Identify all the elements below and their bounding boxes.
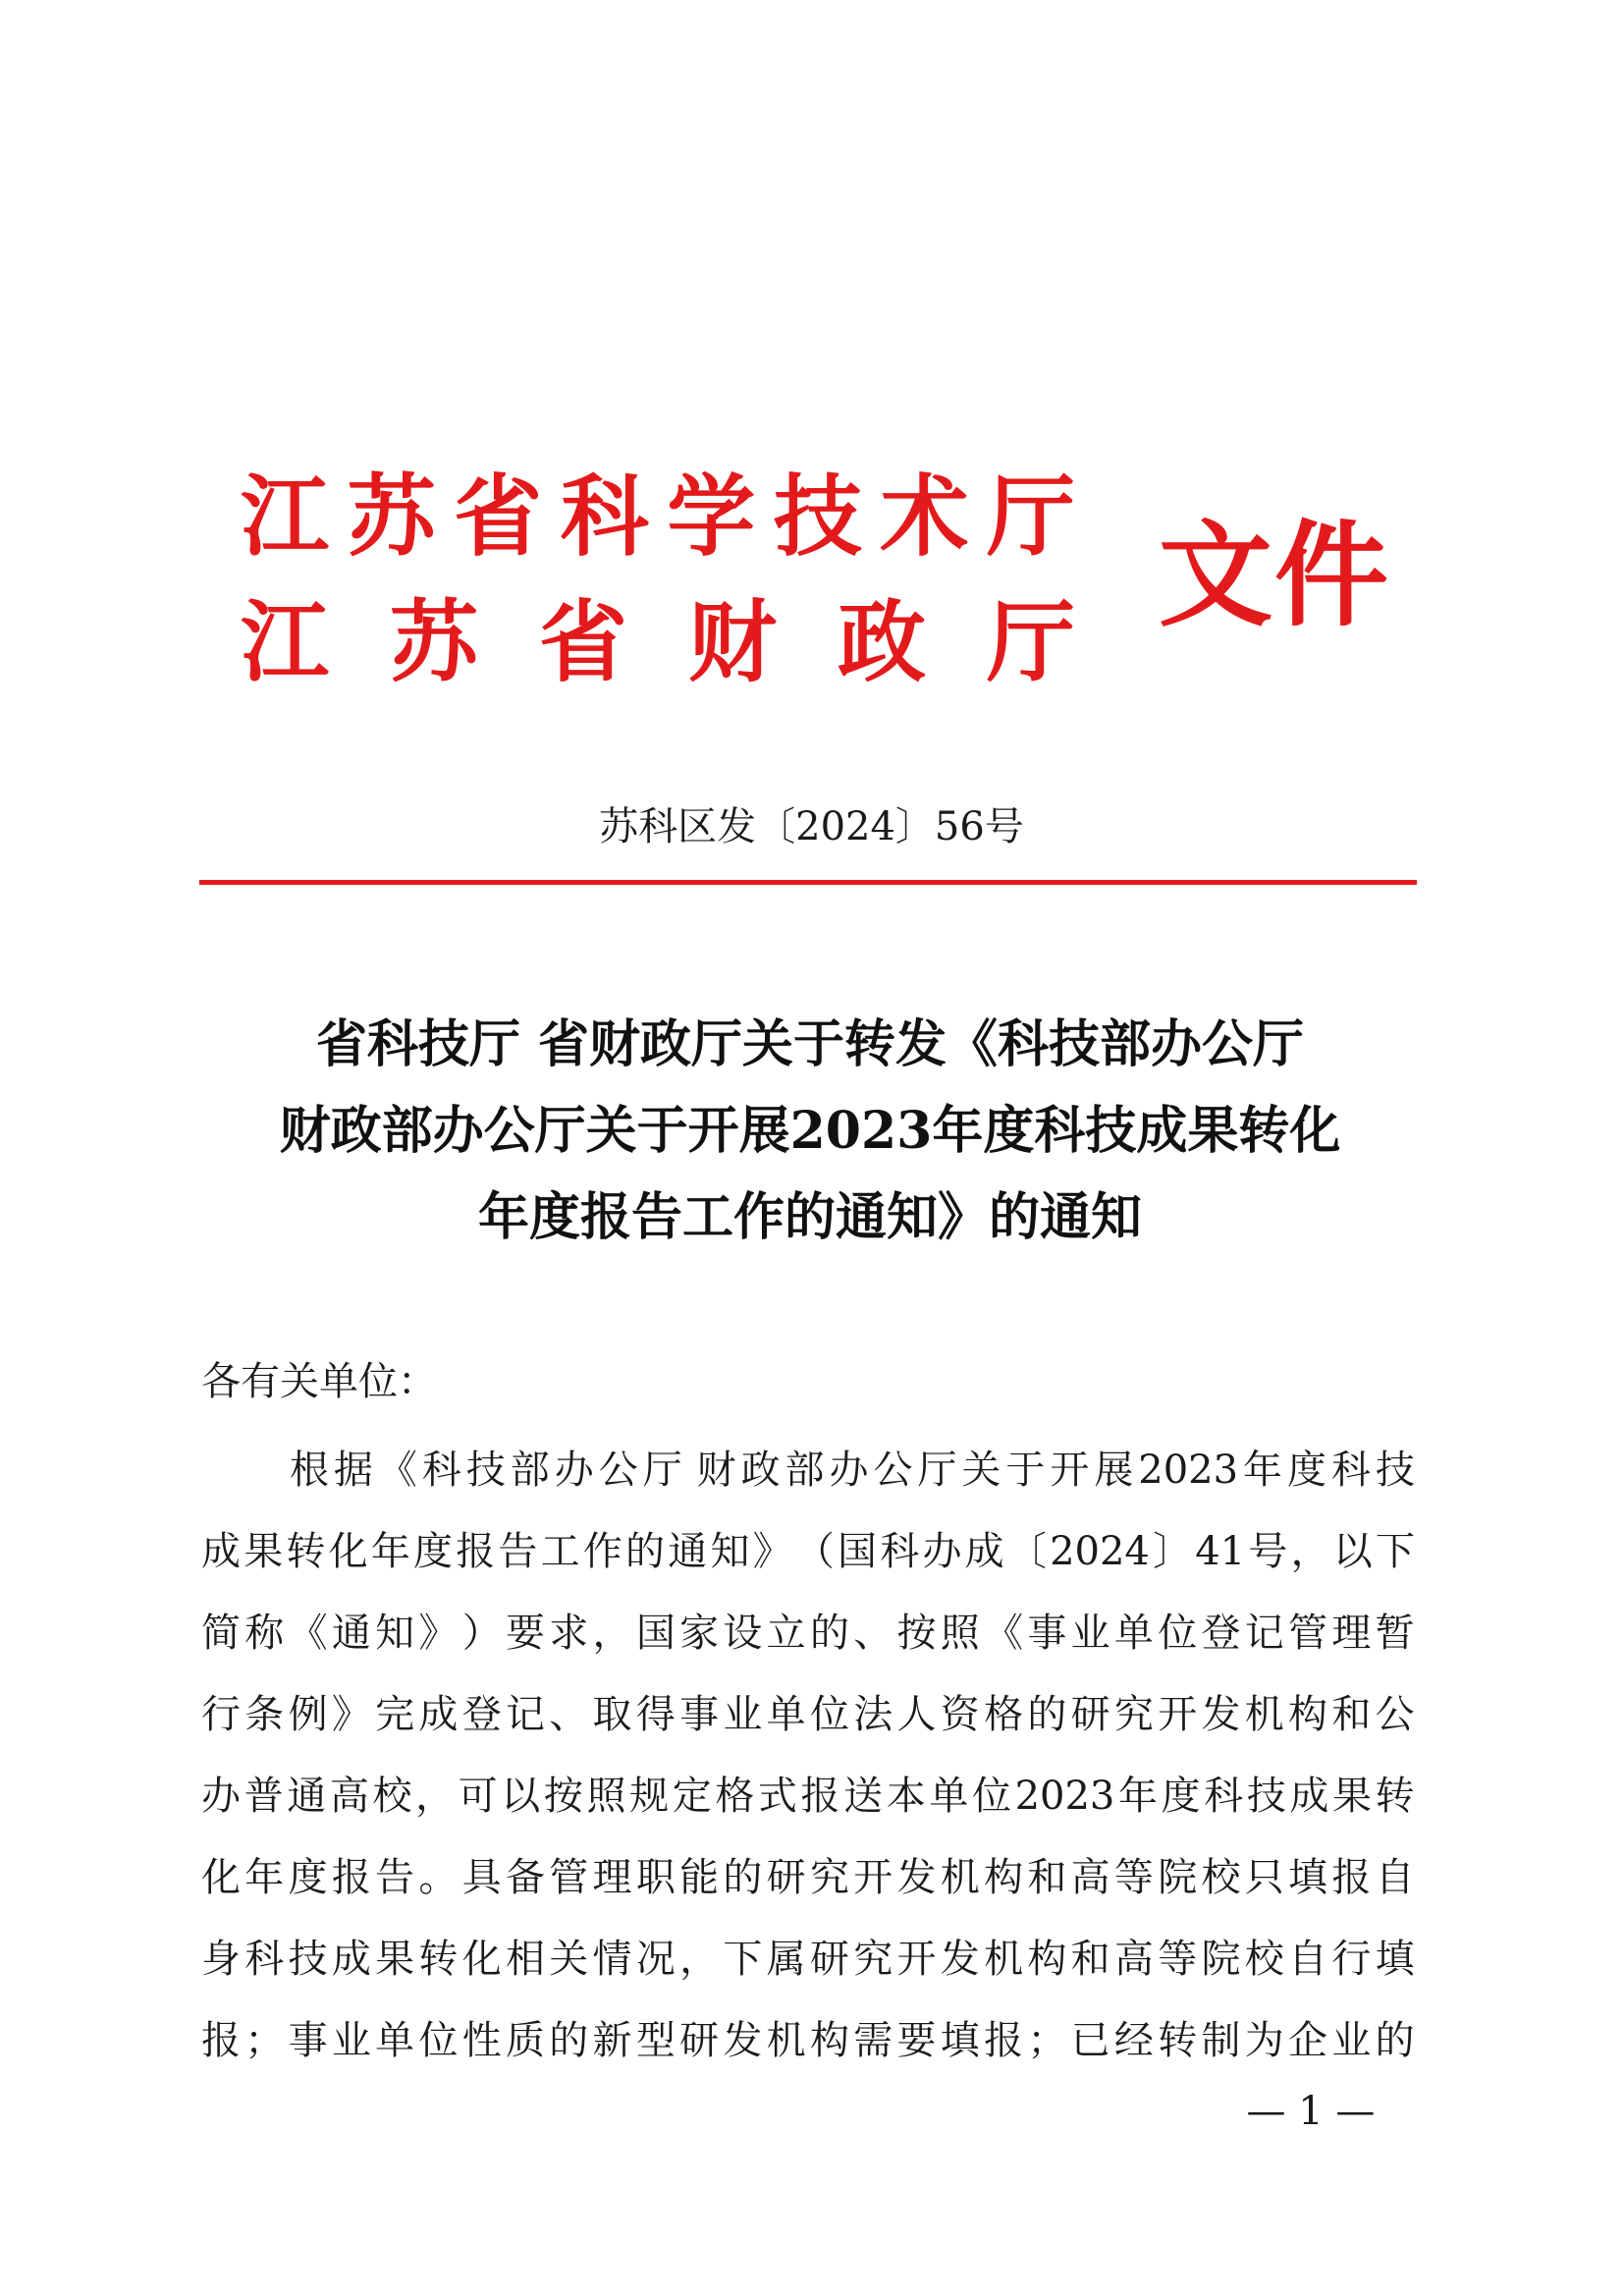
- masthead-char: 省: [454, 465, 543, 569]
- body-line: 化 年 度 报 告 。 具 备 管 理 职 能 的 研 究 开 发 机 构 和 高 等 院 校 只 填 报 自: [201, 1855, 1415, 1900]
- title-line-1: 省科技厅 省财政厅关于转发《科技部办公厅: [315, 1014, 1305, 1074]
- masthead-char: 科: [560, 465, 649, 569]
- masthead-char: 技: [773, 465, 862, 569]
- masthead-char: 财: [688, 591, 777, 694]
- body-line: 根 据 《 科 技 部 办 公 厅 财 政 部 办 公 厅 关 于 开 展 2023 年 度 科 技: [289, 1448, 1415, 1493]
- masthead-char: 江: [241, 591, 329, 694]
- body-paragraph: [201, 1430, 1415, 2082]
- masthead-char: 江: [241, 465, 329, 569]
- body-line: 成 果 转 化 年 度 报 告 工 作 的 通 知 》 （ 国 科 办 成 〔 2024 〕 41 号 ， 以 下: [201, 1529, 1415, 1574]
- masthead-char: 苏: [390, 591, 478, 694]
- masthead-char: 政: [838, 591, 926, 694]
- issuing-org-science-technology: [241, 464, 1075, 572]
- title-line-2: 财政部办公厅关于开展2023年度科技成果转化: [279, 1101, 1341, 1161]
- document-word: 文件: [1159, 510, 1390, 642]
- masthead-char: 厅: [987, 591, 1075, 694]
- document-title: [177, 1002, 1443, 1261]
- masthead-char: 术: [880, 465, 969, 569]
- body-line: 身 科 技 成 果 转 化 相 关 情 况 ， 下 属 研 究 开 发 机 构 和 高 等 院 校 自 行 填: [201, 1937, 1415, 1982]
- document-number: 苏科区发〔2024〕56号: [599, 804, 1024, 849]
- red-divider: [199, 880, 1417, 885]
- salutation: 各有关单位：: [201, 1359, 437, 1404]
- body-line: 行 条 例 》 完 成 登 记 、 取 得 事 业 单 位 法 人 资 格 的 研 究 开 发 机 构 和 公: [201, 1692, 1415, 1737]
- issuing-org-finance: [241, 589, 1075, 697]
- body-line: 报 ； 事 业 单 位 性 质 的 新 型 研 发 机 构 需 要 填 报 ； 已 经 转 制 为 企 业 的: [201, 2018, 1415, 2063]
- page-number: — 1 —: [1246, 2089, 1376, 2134]
- masthead: [241, 464, 1390, 709]
- masthead-char: 苏: [347, 465, 436, 569]
- body-line: 简 称 《 通 知 》 ） 要 求 ， 国 家 设 立 的 、 按 照 《 事 业 单 位 登 记 管 理 暂: [201, 1611, 1415, 1656]
- masthead-char: 省: [539, 591, 627, 694]
- masthead-char: 学: [667, 465, 756, 569]
- masthead-char: 厅: [986, 465, 1075, 569]
- title-line-3: 年度报告工作的通知》的通知: [477, 1187, 1142, 1247]
- body-line: 办 普 通 高 校 ， 可 以 按 照 规 定 格 式 报 送 本 单 位 2023 年 度 科 技 成 果 转: [201, 1774, 1415, 1819]
